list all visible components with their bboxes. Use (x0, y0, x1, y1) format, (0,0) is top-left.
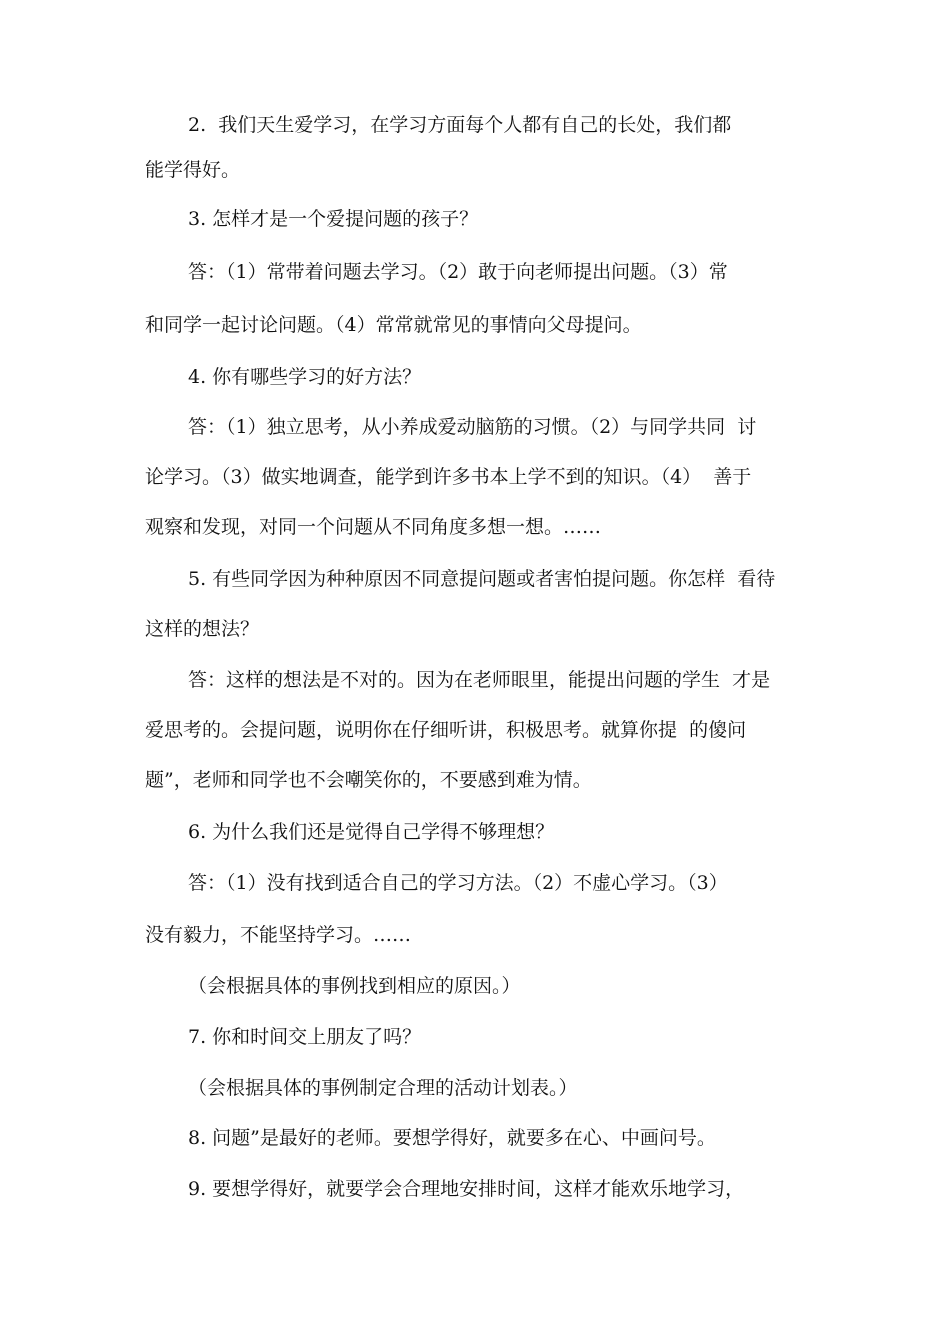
text-line: 7. 你和时间交上朋友了吗？ (188, 1026, 422, 1048)
text-line: 5. 有些同学因为种种原因不同意提问题或者害怕提问题。你怎样 看待 (188, 568, 776, 590)
text-line: 2. 我们天生爱学习，在学习方面每个人都有自己的长处，我们都 (188, 114, 732, 136)
text-line: 爱思考的。会提问题，说明你在仔细听讲，积极思考。就算你提 的傻问 (145, 719, 747, 741)
text-line: 8. 问题”是最好的老师。要想学得好，就要多在心、中画问号。 (188, 1127, 716, 1149)
text-line: 观察和发现，对同一个问题从不同角度多想一想。…… (145, 516, 602, 538)
text-line: （会根据具体的事例找到相应的原因。） (188, 975, 521, 997)
text-line: 9. 要想学得好，就要学会合理地安排时间，这样才能欢乐地学习， (188, 1178, 745, 1200)
text-line: 题”，老师和同学也不会嘲笑你的，不要感到难为情。 (145, 769, 592, 791)
text-line: 这样的想法？ (145, 618, 260, 640)
text-line: 3. 怎样才是一个爱提问题的孩子？ (188, 208, 479, 230)
text-line: 4. 你有哪些学习的好方法？ (188, 366, 422, 388)
text-line: 能学得好。 (145, 159, 241, 181)
text-line: 论学习。（3）做实地调查，能学到许多书本上学不到的知识。（4） 善于 (145, 466, 752, 488)
text-line: 答：（1）没有找到适合自己的学习方法。（2）不虚心学习。（3） (188, 872, 728, 894)
text-line: 没有毅力，不能坚持学习。…… (145, 924, 412, 946)
text-line: 6. 为什么我们还是觉得自己学得不够理想？ (188, 821, 555, 843)
text-line: 和同学一起讨论问题。（4）常常就常见的事情向父母提问。 (145, 314, 642, 336)
text-line: 答：（1）独立思考，从小养成爱动脑筋的习惯。（2）与同学共同 讨 (188, 416, 757, 438)
text-line: 答：这样的想法是不对的。因为在老师眼里，能提出问题的学生 才是 (188, 669, 771, 691)
text-line: 答：（1）常带着问题去学习。（2）敢于向老师提出问题。（3）常 (188, 261, 728, 283)
text-line: （会根据具体的事例制定合理的活动计划表。） (188, 1077, 578, 1099)
